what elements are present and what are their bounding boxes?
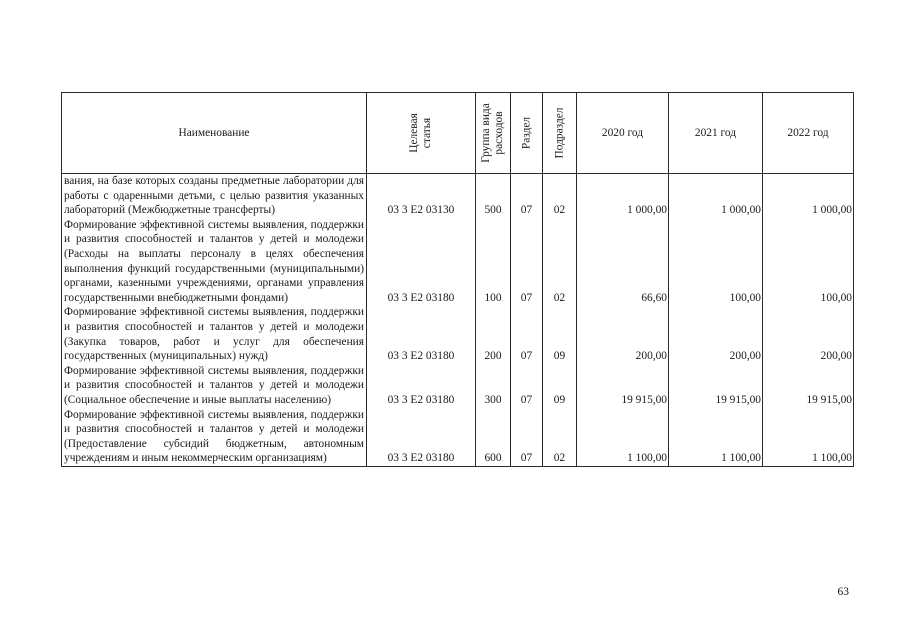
table-row [62,174,854,218]
table-row [62,305,854,363]
row-target-article: 03 3 E2 03180 [367,408,476,467]
row-section: 07 [511,305,543,363]
row-subsection: 02 [543,218,577,306]
row-amount-2021: 100,00 [669,218,763,306]
row-target-article: 03 3 E2 03130 [367,174,476,218]
header-target-article-label: Целевая статья [408,113,433,153]
table-row [62,218,854,306]
table-row [62,364,854,408]
row-amount-2020: 19 915,00 [577,364,669,408]
row-expense-group: 500 [476,174,511,218]
page-number: 63 [837,586,849,598]
row-subsection: 09 [543,305,577,363]
row-subsection: 02 [543,408,577,467]
row-target-article: 03 3 E2 03180 [367,218,476,306]
row-section: 07 [511,174,543,218]
row-section: 07 [511,218,543,306]
row-section: 07 [511,364,543,408]
row-expense-group: 200 [476,305,511,363]
table-row [62,408,854,467]
budget-table [61,92,854,467]
row-amount-2022: 1 000,00 [763,174,854,218]
header-subsection-label: Подраздел [553,107,565,159]
row-amount-2021: 19 915,00 [669,364,763,408]
row-amount-2022: 1 100,00 [763,408,854,467]
header-section-label: Раздел [520,116,532,150]
row-expense-group: 600 [476,408,511,467]
row-amount-2022: 19 915,00 [763,364,854,408]
header-year-2022: 2022 год [763,93,854,174]
header-target-article [367,93,476,174]
row-expense-group: 100 [476,218,511,306]
row-amount-2022: 200,00 [763,305,854,363]
header-expense-group-label: Группа вида расходов [480,103,505,163]
row-name: Формирование эффективной системы выявления, поддержки и развития способностей и талантов у детей и молодежи (Социальное обеспечение и иные выплаты населению) [62,364,367,408]
row-section: 07 [511,408,543,467]
row-amount-2020: 1 100,00 [577,408,669,467]
row-subsection: 02 [543,174,577,218]
row-amount-2020: 66,60 [577,218,669,306]
row-amount-2021: 1 000,00 [669,174,763,218]
row-name: Формирование эффективной системы выявления, поддержки и развития способностей и талантов у детей и молодежи (Расходы на выплаты персоналу в целях обеспечения выполнения функций государственными (муниципальными) органами, казенными учреждениями, органами управления государственными внебюджетными фондами) [62,218,367,306]
row-name: вания, на базе которых созданы предметные лаборатории для работы с одаренными детьми, с целью развития указанных лабораторий (Межбюджетные трансферты) [62,174,367,218]
row-amount-2021: 200,00 [669,305,763,363]
row-amount-2020: 1 000,00 [577,174,669,218]
header-section [511,93,543,174]
header-year-2020: 2020 год [577,93,669,174]
table-header-row [62,93,854,174]
row-name: Формирование эффективной системы выявления, поддержки и развития способностей и талантов у детей и молодежи (Закупка товаров, работ и услуг для обеспечения государственных (муниципальных) нужд) [62,305,367,363]
header-year-2021: 2021 год [669,93,763,174]
header-expense-group [476,93,511,174]
header-subsection [543,93,577,174]
row-subsection: 09 [543,364,577,408]
row-expense-group: 300 [476,364,511,408]
header-name: Наименование [62,93,367,174]
row-amount-2022: 100,00 [763,218,854,306]
row-target-article: 03 3 E2 03180 [367,305,476,363]
row-amount-2020: 200,00 [577,305,669,363]
row-target-article: 03 3 E2 03180 [367,364,476,408]
row-name: Формирование эффективной системы выявления, поддержки и развития способностей и талантов у детей и молодежи (Предоставление субсидий бюджетным, автономным учреждениям и иным некоммерческим организациям) [62,408,367,467]
row-amount-2021: 1 100,00 [669,408,763,467]
